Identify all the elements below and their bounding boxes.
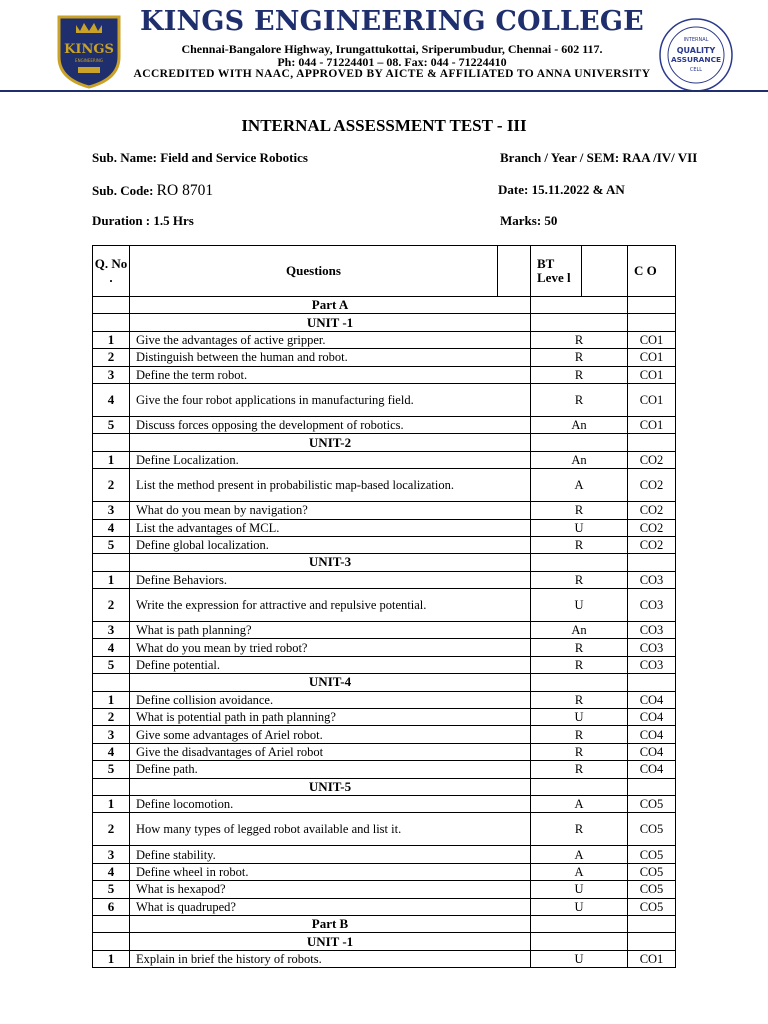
table-row	[93, 726, 676, 743]
course-outcome: CO5	[628, 881, 676, 898]
blank-cell	[531, 674, 628, 691]
question-number: 4	[93, 519, 130, 536]
bt-level: A	[531, 846, 628, 863]
course-outcome: CO2	[628, 502, 676, 519]
unit-heading-label: UNIT-5	[130, 778, 531, 795]
question-number: 4	[93, 639, 130, 656]
table-row	[93, 881, 676, 898]
question-text: List the advantages of MCL.	[130, 519, 531, 536]
bt-level: An	[531, 416, 628, 433]
course-outcome: CO2	[628, 536, 676, 553]
header-divider	[0, 90, 768, 92]
table-row	[93, 813, 676, 846]
bt-level: R	[531, 502, 628, 519]
course-outcome: CO1	[628, 349, 676, 366]
unit-heading	[93, 314, 676, 331]
course-outcome: CO3	[628, 639, 676, 656]
unit-heading-label: UNIT -1	[130, 314, 531, 331]
question-text: Define the term robot.	[130, 366, 531, 383]
question-text: Distinguish between the human and robot.	[130, 349, 531, 366]
bt-level: R	[531, 761, 628, 778]
question-number: 2	[93, 709, 130, 726]
blank-cell	[93, 915, 130, 932]
blank-cell	[628, 933, 676, 950]
course-outcome: CO5	[628, 863, 676, 880]
table-row	[93, 950, 676, 967]
college-contact: Ph: 044 - 71224401 – 08. Fax: 044 - 71224410	[277, 55, 507, 69]
bt-level: R	[531, 639, 628, 656]
test-date: Date: 15.11.2022 & AN	[498, 182, 625, 197]
unit-heading-label: UNIT-3	[130, 554, 531, 571]
table-row	[93, 536, 676, 553]
part-a-heading-label: Part A	[130, 297, 531, 314]
table-row	[93, 469, 676, 502]
question-number: 1	[93, 571, 130, 588]
question-text: Give the disadvantages of Ariel robot	[130, 743, 531, 760]
table-row	[93, 451, 676, 468]
course-outcome: CO5	[628, 846, 676, 863]
question-text: What do you mean by tried robot?	[130, 639, 531, 656]
question-text: What is path planning?	[130, 622, 531, 639]
table-row	[93, 383, 676, 416]
unit-heading-label: UNIT-2	[130, 434, 531, 451]
question-text: Give some advantages of Ariel robot.	[130, 726, 531, 743]
blank-cell	[531, 314, 628, 331]
question-number: 3	[93, 366, 130, 383]
question-text: Define global localization.	[130, 536, 531, 553]
question-number: 4	[93, 863, 130, 880]
question-number: 2	[93, 469, 130, 502]
svg-text:QUALITY: QUALITY	[676, 46, 716, 55]
quality-assurance-seal	[658, 17, 734, 93]
subject-name: Sub. Name: Field and Service Robotics	[92, 150, 308, 165]
course-outcome: CO4	[628, 743, 676, 760]
course-outcome: CO1	[628, 950, 676, 967]
question-text: How many types of legged robot available and list it.	[130, 813, 531, 846]
table-row	[93, 639, 676, 656]
branch-year-sem: Branch / Year / SEM: RAA /IV/ VII	[500, 150, 698, 165]
blank-cell	[628, 297, 676, 314]
blank-cell	[531, 915, 628, 932]
svg-text:ASSURANCE: ASSURANCE	[670, 55, 722, 64]
question-number: 6	[93, 898, 130, 915]
question-number: 3	[93, 726, 130, 743]
question-text: Define path.	[130, 761, 531, 778]
header-qno: Q. No .	[93, 246, 130, 297]
course-outcome: CO2	[628, 469, 676, 502]
blank-cell	[93, 778, 130, 795]
bt-level: A	[531, 795, 628, 812]
svg-text:INTERNAL: INTERNAL	[683, 37, 709, 43]
question-number: 2	[93, 813, 130, 846]
bt-level: An	[531, 451, 628, 468]
course-outcome: CO2	[628, 519, 676, 536]
table-row	[93, 519, 676, 536]
table-row	[93, 416, 676, 433]
course-outcome: CO5	[628, 795, 676, 812]
question-text: Write the expression for attractive and repulsive potential.	[130, 589, 531, 622]
table-row	[93, 571, 676, 588]
subject-code	[92, 182, 213, 200]
course-outcome: CO1	[628, 383, 676, 416]
course-outcome: CO1	[628, 331, 676, 348]
table-row	[93, 656, 676, 673]
blank-cell	[531, 778, 628, 795]
question-number: 1	[93, 331, 130, 348]
question-text: Define locomotion.	[130, 795, 531, 812]
table-row	[93, 502, 676, 519]
blank-cell	[531, 554, 628, 571]
unit-heading	[93, 554, 676, 571]
subject-code-label: Sub. Code:	[92, 183, 154, 198]
unit-heading-label: UNIT -1	[130, 933, 531, 950]
table-row	[93, 589, 676, 622]
subject-code-value: RO 8701	[156, 182, 214, 199]
bt-level: A	[531, 863, 628, 880]
question-number: 3	[93, 622, 130, 639]
blank-cell	[93, 933, 130, 950]
svg-text:KINGS: KINGS	[64, 42, 114, 57]
question-number: 1	[93, 691, 130, 708]
part-a-heading	[93, 297, 676, 314]
svg-text:CELL: CELL	[689, 67, 703, 73]
blank-cell	[628, 314, 676, 331]
blank-cell	[628, 915, 676, 932]
table-row	[93, 743, 676, 760]
blank-cell	[93, 434, 130, 451]
test-duration: Duration : 1.5 Hrs	[92, 213, 194, 228]
header-co: C O	[628, 246, 676, 297]
question-text: List the method present in probabilistic map-based localization.	[130, 469, 531, 502]
table-row	[93, 846, 676, 863]
question-text: Give the four robot applications in manufacturing field.	[130, 383, 531, 416]
question-number: 5	[93, 536, 130, 553]
question-text: Define stability.	[130, 846, 531, 863]
question-text: Define potential.	[130, 656, 531, 673]
college-name: KINGS ENGINEERING COLLEGE	[140, 6, 644, 37]
part-b-heading	[93, 915, 676, 932]
blank-cell	[93, 674, 130, 691]
college-accreditation: ACCREDITED WITH NAAC, APPROVED BY AICTE & AFFILIATED TO ANNA UNIVERSITY	[133, 68, 651, 80]
question-number: 4	[93, 383, 130, 416]
course-outcome: CO5	[628, 898, 676, 915]
table-row	[93, 331, 676, 348]
course-outcome: CO3	[628, 571, 676, 588]
question-text: Define wheel in robot.	[130, 863, 531, 880]
bt-level: R	[531, 536, 628, 553]
bt-level: A	[531, 469, 628, 502]
blank-cell	[93, 297, 130, 314]
question-text: Explain in brief the history of robots.	[130, 950, 531, 967]
college-logo	[54, 13, 124, 89]
course-outcome: CO3	[628, 622, 676, 639]
table-row	[93, 709, 676, 726]
question-text: Define collision avoidance.	[130, 691, 531, 708]
question-number: 2	[93, 589, 130, 622]
svg-text:ENGINEERING: ENGINEERING	[75, 58, 103, 63]
question-number: 3	[93, 846, 130, 863]
blank-cell	[93, 314, 130, 331]
blank-cell	[531, 933, 628, 950]
course-outcome: CO4	[628, 726, 676, 743]
test-marks: Marks: 50	[500, 213, 558, 228]
table-row	[93, 863, 676, 880]
course-outcome: CO4	[628, 709, 676, 726]
course-outcome: CO1	[628, 366, 676, 383]
unit-heading	[93, 933, 676, 950]
course-outcome: CO4	[628, 691, 676, 708]
bt-level: R	[531, 349, 628, 366]
header-questions: Questions	[130, 246, 498, 297]
course-outcome: CO1	[628, 416, 676, 433]
bt-level: R	[531, 571, 628, 588]
blank-cell	[628, 554, 676, 571]
bt-level: U	[531, 519, 628, 536]
question-number: 1	[93, 950, 130, 967]
question-number: 3	[93, 502, 130, 519]
blank-cell	[628, 778, 676, 795]
question-number: 5	[93, 656, 130, 673]
bt-level: U	[531, 709, 628, 726]
bt-level: R	[531, 726, 628, 743]
bt-level: U	[531, 950, 628, 967]
question-number: 2	[93, 349, 130, 366]
bt-level: R	[531, 656, 628, 673]
unit-heading	[93, 778, 676, 795]
bt-level: R	[531, 743, 628, 760]
bt-level: U	[531, 589, 628, 622]
blank-cell	[531, 434, 628, 451]
header-blank	[498, 246, 531, 297]
blank-cell	[531, 297, 628, 314]
table-row	[93, 898, 676, 915]
course-outcome: CO2	[628, 451, 676, 468]
bt-level: U	[531, 881, 628, 898]
bt-level: U	[531, 898, 628, 915]
college-address: Chennai-Bangalore Highway, Irungattukottai, Sriperumbudur, Chennai - 602 117.	[181, 42, 603, 56]
question-text: What do you mean by navigation?	[130, 502, 531, 519]
question-number: 1	[93, 451, 130, 468]
question-number: 1	[93, 795, 130, 812]
unit-heading	[93, 434, 676, 451]
question-text: What is quadruped?	[130, 898, 531, 915]
bt-level: An	[531, 622, 628, 639]
question-number: 5	[93, 416, 130, 433]
part-b-heading-label: Part B	[130, 915, 531, 932]
table-header-row	[93, 246, 676, 297]
table-row	[93, 366, 676, 383]
course-outcome: CO4	[628, 761, 676, 778]
bt-level: R	[531, 383, 628, 416]
unit-heading-label: UNIT-4	[130, 674, 531, 691]
question-table	[92, 245, 676, 968]
question-number: 5	[93, 881, 130, 898]
bt-level: R	[531, 691, 628, 708]
table-row	[93, 761, 676, 778]
course-outcome: CO3	[628, 589, 676, 622]
question-number: 5	[93, 761, 130, 778]
blank-cell	[628, 434, 676, 451]
unit-heading	[93, 674, 676, 691]
blank-cell	[628, 674, 676, 691]
header-blank	[582, 246, 628, 297]
question-text: What is hexapod?	[130, 881, 531, 898]
table-row	[93, 349, 676, 366]
test-title: INTERNAL ASSESSMENT TEST - III	[241, 116, 527, 135]
course-outcome: CO3	[628, 656, 676, 673]
question-text: Define Behaviors.	[130, 571, 531, 588]
bt-level: R	[531, 366, 628, 383]
question-text: What is potential path in path planning?	[130, 709, 531, 726]
bt-level: R	[531, 813, 628, 846]
blank-cell	[93, 554, 130, 571]
table-row	[93, 795, 676, 812]
question-text: Discuss forces opposing the development of robotics.	[130, 416, 531, 433]
question-text: Give the advantages of active gripper.	[130, 331, 531, 348]
question-text: Define Localization.	[130, 451, 531, 468]
table-row	[93, 622, 676, 639]
question-number: 4	[93, 743, 130, 760]
course-outcome: CO5	[628, 813, 676, 846]
header-bt-level: BT Leve l	[531, 246, 582, 297]
table-row	[93, 691, 676, 708]
bt-level: R	[531, 331, 628, 348]
